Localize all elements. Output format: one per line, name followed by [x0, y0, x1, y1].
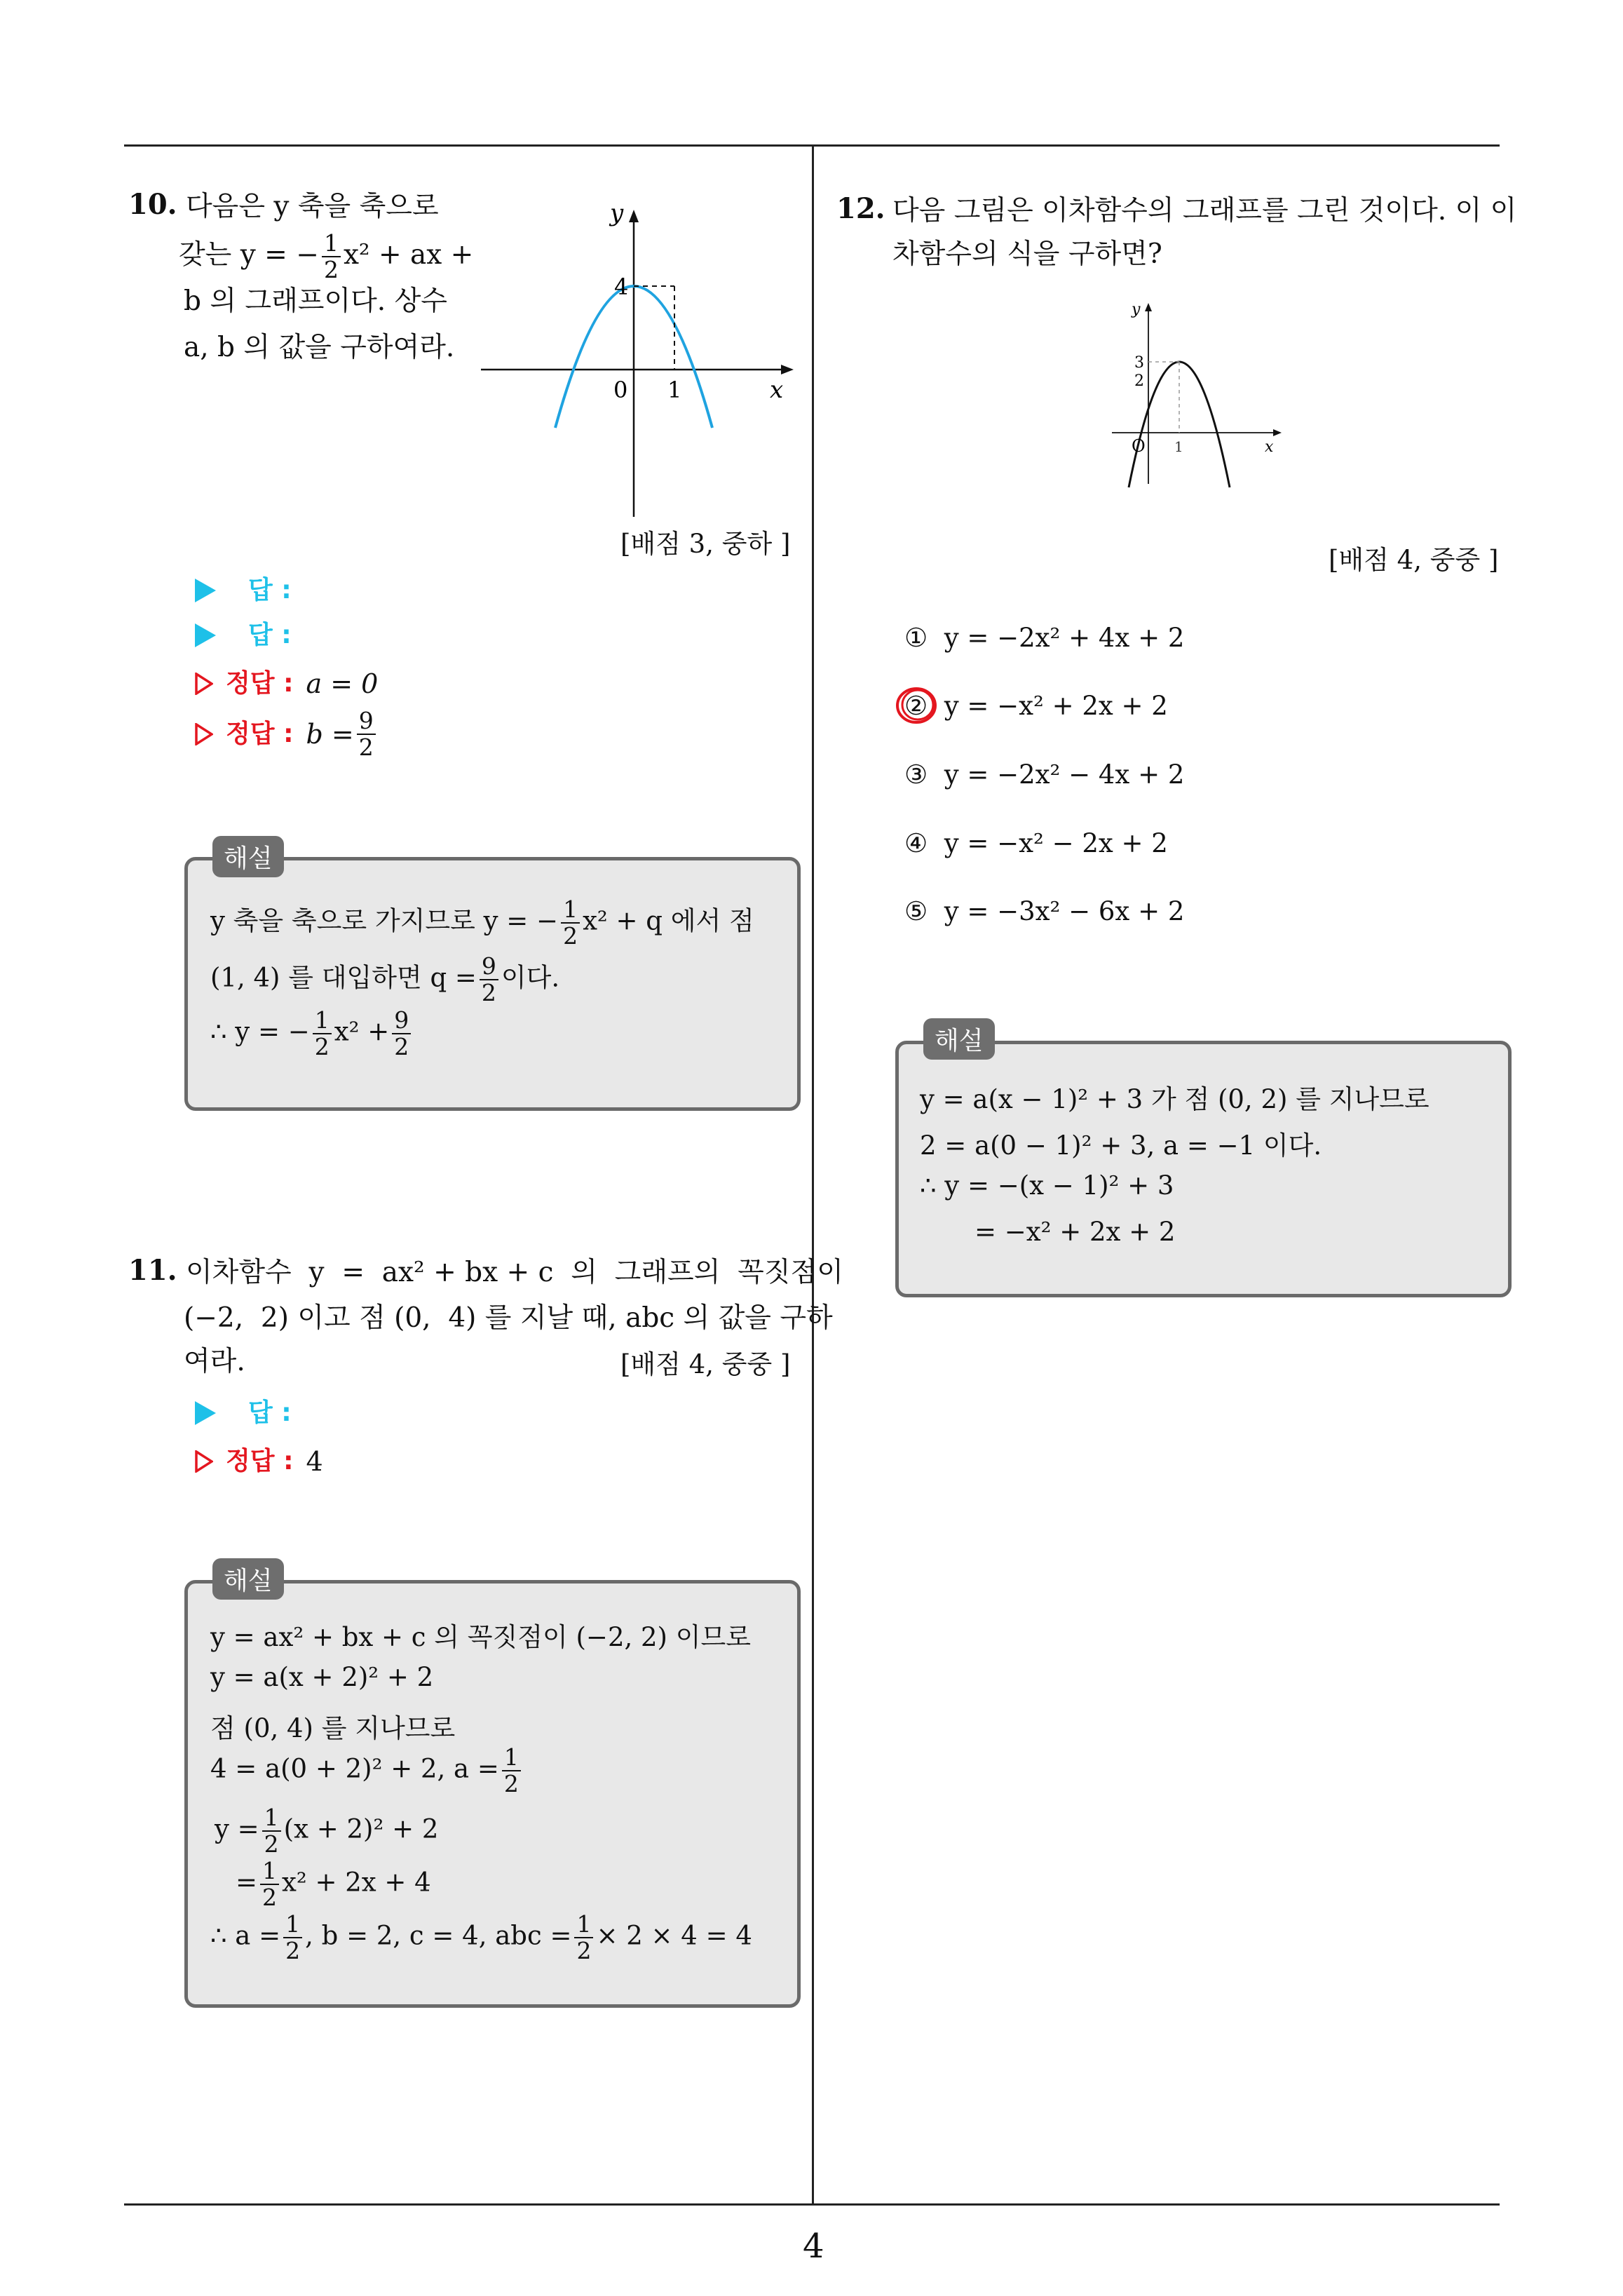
- origin-label: O: [1132, 436, 1146, 456]
- explanation-tab: 해설: [212, 836, 284, 877]
- question-text-line: 갖는 y = − $\frac{1}{2}$ x² + ax +: [179, 229, 474, 283]
- correct-answer-row: [195, 707, 379, 761]
- parabola-graph: [1109, 295, 1291, 491]
- arrow-icon: [195, 623, 216, 647]
- answer-label: 답 :: [248, 1398, 292, 1427]
- answer-label: 답 :: [248, 621, 292, 649]
- bottom-rule: [124, 2203, 1500, 2206]
- correct-answer-row: [195, 1437, 323, 1486]
- y-axis-arrow: [1145, 303, 1152, 311]
- tick-label-y: 4: [614, 274, 629, 300]
- question-text-line: 이차함수 y = ax² + bx + c 의 그래프의 꼭짓점이: [186, 1257, 843, 1288]
- explanation-line: ∴ y = −(x − 1)² + 3: [920, 1170, 1174, 1201]
- question-text-line: 여라.: [184, 1346, 245, 1377]
- question-text-line: a, b 의 값을 구하여라.: [184, 332, 455, 363]
- question-text-line: b 의 그래프이다. 상수: [184, 285, 447, 317]
- fraction: $\frac{1}{2}$: [322, 231, 341, 283]
- explanation-line: y = a(x − 1)² + 3 가 점 (0, 2) 를 지나므로: [920, 1084, 1430, 1114]
- explanation-line: = −x² + 2x + 2: [975, 1217, 1176, 1247]
- explanation-line: ∴ a = $\frac{1}{2}$ , b = 2, c = 4, abc = $\frac{1}{2}$ × 2 × 4 = 4: [210, 1910, 752, 1964]
- explanation-line: = $\frac{1}{2}$ x² + 2x + 4: [236, 1857, 431, 1911]
- x-axis-arrow: [1273, 429, 1282, 436]
- correct-answer-row: [195, 659, 378, 708]
- choice-3[interactable]: ③ y = −2x² − 4x + 2: [904, 759, 1185, 790]
- question-number: 12.: [836, 192, 885, 225]
- answer-row: [195, 611, 292, 660]
- explanation-tab: 해설: [923, 1018, 995, 1060]
- explanation-box: [184, 1580, 801, 2008]
- explanation-line: (1, 4) 를 대입하면 q = $\frac{9}{2}$ 이다.: [210, 952, 560, 1006]
- arrow-icon: [195, 1401, 216, 1425]
- page-number: 4: [803, 2227, 824, 2266]
- answer-label: 답 :: [248, 576, 292, 605]
- outline-arrow-icon: [195, 673, 213, 695]
- correct-label: 정답 :: [226, 720, 294, 748]
- explanation-line: y 축을 축으로 가지므로 y = − $\frac{1}{2}$ x² + q 에서 점: [210, 896, 754, 950]
- question-number: 11.: [128, 1254, 177, 1287]
- answer-row: [195, 1389, 292, 1438]
- explanation-line: 점 (0, 4) 를 지나므로: [210, 1713, 456, 1743]
- explanation-line: 4 = a(0 + 2)² + 2, a = $\frac{1}{2}$: [210, 1745, 524, 1797]
- selected-circle-mark: [893, 684, 941, 727]
- question-text-line: 차함수의 식을 구하면?: [892, 238, 1162, 270]
- tick-label-x: 1: [1174, 438, 1183, 455]
- y-axis-label: y: [1132, 301, 1141, 318]
- parabola-graph: [477, 200, 799, 519]
- explanation-line: y = a(x + 2)² + 2: [210, 1662, 434, 1692]
- arrow-icon: [195, 579, 216, 602]
- choice-2[interactable]: ② y = −x² + 2x + 2: [904, 691, 1168, 721]
- x-axis-label: x: [1265, 438, 1274, 456]
- choice-5[interactable]: ⑤ y = −3x² − 6x + 2: [904, 896, 1185, 926]
- explanation-line: y = ax² + bx + c 의 꼭짓점이 (−2, 2) 이므로: [210, 1622, 751, 1652]
- explanation-box: [895, 1041, 1512, 1297]
- question-text-line: (−2, 2) 이고 점 (0, 4) 를 지날 때, abc 의 값을 구하: [184, 1302, 833, 1334]
- correct-answer: a = 0: [306, 668, 379, 699]
- tick-label-y: 3: [1134, 354, 1144, 372]
- column-divider: [812, 144, 814, 2205]
- correct-answer: b =: [306, 719, 354, 750]
- explanation-tab: 해설: [212, 1558, 284, 1600]
- question-text-line: 다음 그림은 이차함수의 그래프를 그린 것이다. 이 이: [892, 195, 1517, 227]
- explanation-line: 2 = a(0 − 1)² + 3, a = −1 이다.: [920, 1130, 1322, 1161]
- tick-label-y: 2: [1134, 372, 1144, 390]
- correct-answer: 4: [306, 1446, 323, 1477]
- explanation-line: ∴ y = − $\frac{1}{2}$ x² + $\frac{9}{2}$: [210, 1008, 414, 1060]
- y-axis-arrow: [629, 210, 639, 222]
- correct-label: 정답 :: [226, 669, 294, 698]
- choice-1[interactable]: ① y = −2x² + 4x + 2: [904, 623, 1185, 653]
- outline-arrow-icon: [195, 723, 213, 745]
- correct-label: 정답 :: [226, 1447, 294, 1475]
- x-axis-label: x: [770, 376, 784, 404]
- tick-label-x: 1: [667, 377, 682, 403]
- outline-arrow-icon: [195, 1450, 213, 1473]
- question-text-line: 다음은 y 축을 축으로: [186, 191, 439, 222]
- points-label: [배점 4, 중중 ]: [620, 1349, 791, 1379]
- x-axis-arrow: [781, 365, 794, 374]
- question-number: 10.: [128, 188, 177, 221]
- answer-row: [195, 566, 292, 615]
- points-label: [배점 4, 중중 ]: [1329, 545, 1499, 575]
- choice-mark: ②: [904, 691, 928, 721]
- origin-label: 0: [613, 377, 628, 403]
- points-label: [배점 3, 중하 ]: [620, 529, 791, 559]
- explanation-box: [184, 857, 801, 1111]
- choice-4[interactable]: ④ y = −x² − 2x + 2: [904, 828, 1168, 858]
- explanation-line: y = $\frac{1}{2}$ (x + 2)² + 2: [215, 1804, 439, 1858]
- y-axis-label: y: [610, 200, 624, 227]
- fraction: $\frac{9}{2}$: [357, 708, 376, 760]
